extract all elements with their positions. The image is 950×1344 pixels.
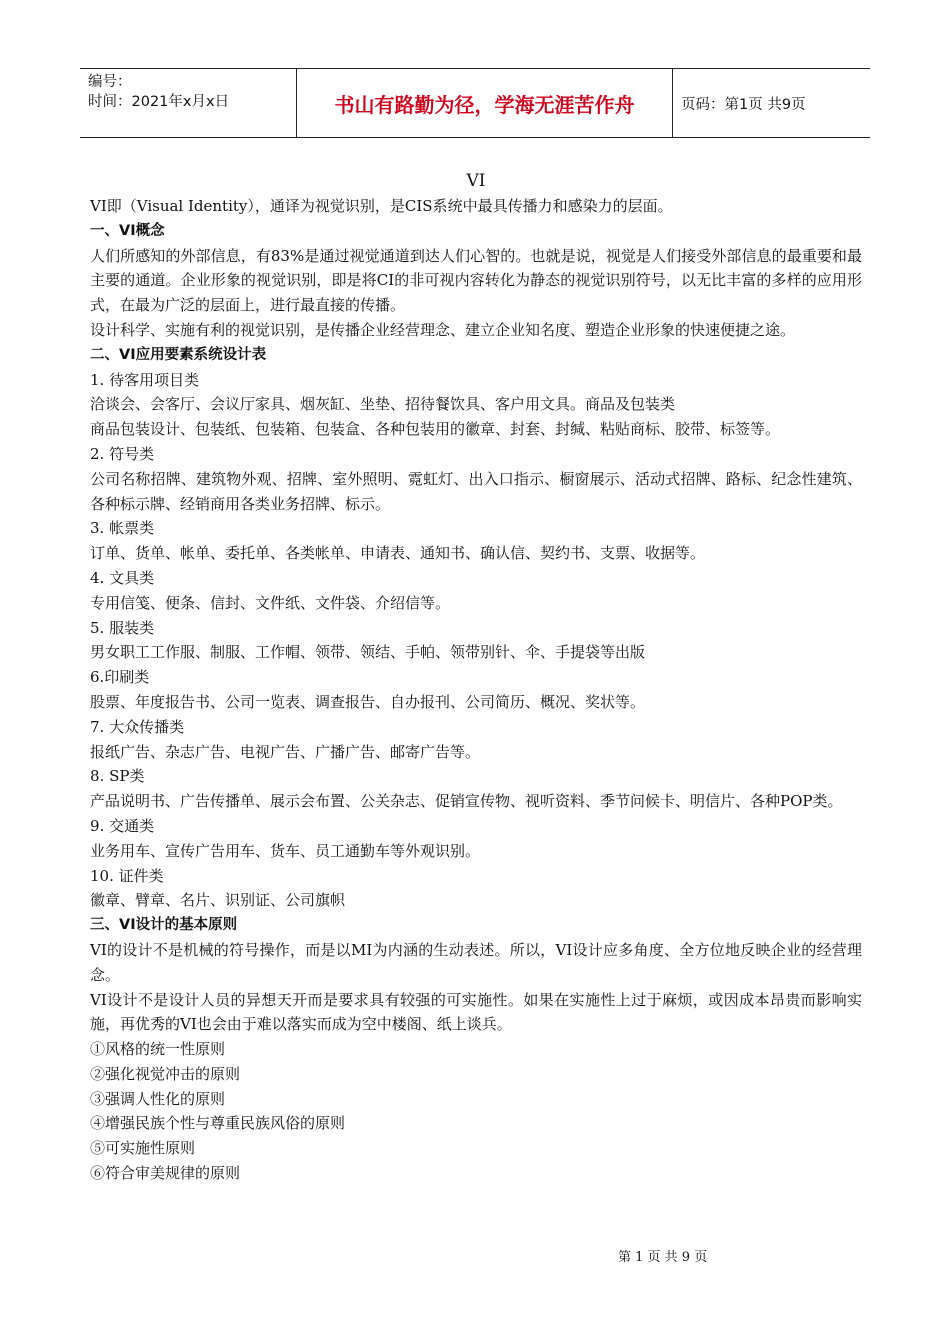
paragraph: 公司名称招牌、建筑物外观、招牌、室外照明、霓虹灯、出入口指示、橱窗展示、活动式招牌、路标、纪念性建筑、各种标示牌、经销商用各类业务招牌、标示。	[90, 469, 862, 513]
paragraph: 设计科学、实施有利的视觉识别，是传播企业经营理念、建立企业知名度、塑造企业形象的快速便捷之途。	[90, 320, 796, 339]
footer-page-number: 第 1 页 共 9 页	[618, 1250, 708, 1265]
paragraph: 人们所感知的外部信息，有83%是通过视觉通道到达人们心智的。也就是说，视觉是人们接受外部信息的最重要和最主要的通道。企业形象的视觉识别，即是将CI的非可视内容转化为静态的视觉识别符号，以无比丰富的多样的应用形式，在最为广泛的层面上，进行最直接的传播。	[90, 246, 862, 315]
document-body	[90, 168, 862, 1186]
paragraph: 订单、货单、帐单、委托单、各类帐单、申请表、通知书、确认信、契约书、支票、收据等。	[90, 544, 706, 563]
paragraph: 业务用车、宣传广告用车、货车、员工通勤车等外观识别。	[90, 841, 481, 860]
paragraph: 股票、年度报告书、公司一览表、调查报告、自办报刊、公司简历、概况、奖状等。	[90, 692, 646, 711]
page-header	[80, 68, 870, 138]
paragraph: ⑥符合审美规律的原则	[90, 1164, 241, 1183]
section-heading: 二、VI应用要素系统设计表	[90, 346, 267, 363]
paragraph: ①风格的统一性原则	[90, 1040, 226, 1059]
section-heading: 一、VI概念	[90, 222, 165, 239]
paragraph: ②强化视觉冲击的原则	[90, 1064, 241, 1083]
paragraph: 商品包装设计、包装纸、包装箱、包装盒、各种包装用的徽章、封套、封缄、粘贴商标、胶带、标签等。	[90, 420, 781, 439]
document-date: 时间：2021年x月x日	[88, 94, 230, 110]
paragraph: VI设计不是设计人员的异想天开而是要求具有较强的可实施性。如果在实施性上过于麻烦，或因成本昂贵而影响实施，再优秀的VI也会由于难以落实而成为空中楼阁、纸上谈兵。	[90, 990, 862, 1034]
paragraph: 8. SP类	[90, 767, 145, 786]
document-blocks	[90, 194, 862, 1186]
header-page-info: 页码：第1页 共9页	[681, 96, 806, 113]
paragraph: 7. 大众传播类	[90, 717, 185, 736]
paragraph: ③强调人性化的原则	[90, 1089, 226, 1108]
header-meta	[80, 69, 297, 137]
paragraph: 专用信笺、便条、信封、文件纸、文件袋、介绍信等。	[90, 593, 451, 612]
document-title: VI	[466, 171, 486, 191]
paragraph: 2. 符号类	[90, 444, 155, 463]
paragraph: 洽谈会、会客厅、会议厅家具、烟灰缸、坐垫、招待餐饮具、客户用文具。商品及包装类	[90, 395, 676, 414]
paragraph: 男女职工工作服、制服、工作帽、领带、领结、手帕、领带别针、伞、手提袋等出版	[90, 643, 646, 662]
section-heading: 三、VI设计的基本原则	[90, 917, 238, 934]
document-number-label: 编号：	[88, 74, 132, 90]
header-motto: 书山有路勤为径，学海无涯苦作舟	[297, 69, 673, 137]
paragraph: 产品说明书、广告传播单、展示会布置、公关杂志、促销宣传物、视听资料、季节问候卡、明信片、各种POP类。	[90, 792, 843, 811]
paragraph: ④增强民族个性与尊重民族风俗的原则	[90, 1114, 346, 1133]
paragraph: ⑤可实施性原则	[90, 1139, 196, 1158]
paragraph: 10. 证件类	[90, 866, 164, 885]
paragraph: VI即（Visual Identity），通译为视觉识别，是CIS系统中最具传播力和感染力的层面。	[90, 197, 673, 215]
paragraph: 6.印刷类	[90, 668, 150, 687]
paragraph: 9. 交通类	[90, 816, 155, 835]
paragraph: 报纸广告、杂志广告、电视广告、广播广告、邮寄广告等。	[90, 742, 481, 761]
paragraph: 5. 服装类	[90, 618, 155, 637]
paragraph: 4. 文具类	[90, 568, 155, 587]
paragraph: 徽章、臂章、名片、识别证、公司旗帜	[90, 891, 346, 910]
paragraph: VI的设计不是机械的符号操作，而是以MI为内涵的生动表述。所以，VI设计应多角度、全方位地反映企业的经营理念。	[90, 940, 862, 984]
paragraph: 1. 待客用项目类	[90, 370, 200, 389]
paragraph: 3. 帐票类	[90, 519, 155, 538]
